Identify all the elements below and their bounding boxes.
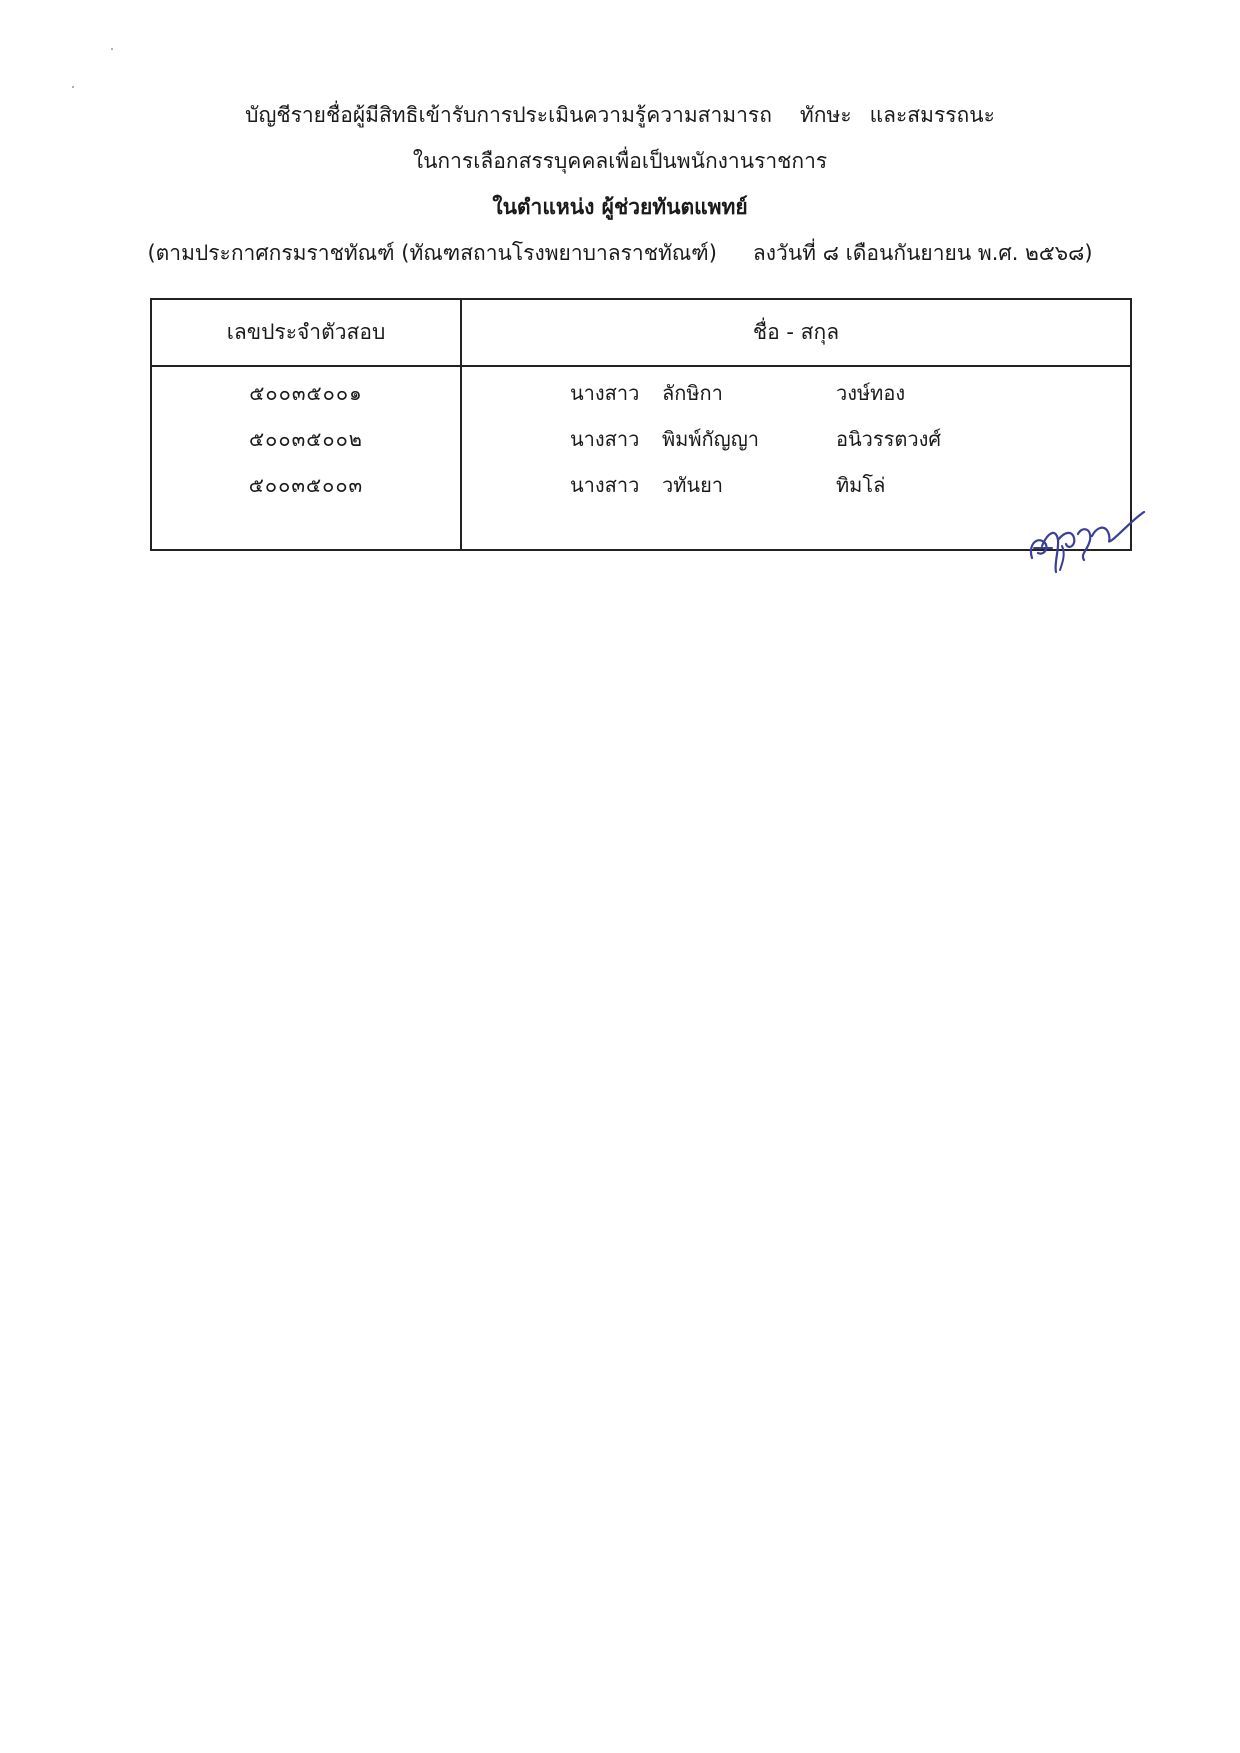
announcement-date: ลงวันที่ ๘ เดือนกันยายน พ.ศ. ๒๕๖๘): [752, 241, 1093, 265]
exam-id-cell: ๕๐๐๓๕๐๐๓: [248, 473, 364, 497]
header-title-part-1: บัญชีรายชื่อผู้มีสิทธิเข้ารับการประเมินความรู้ความสามารถ: [245, 103, 772, 127]
exam-id-cell: ๕๐๐๓๕๐๐๒: [249, 427, 363, 451]
table-row: [152, 462, 1130, 508]
exam-id-cell: ๕๐๐๓๕๐๐๑: [249, 381, 363, 405]
name-title-cell: นางสาว: [570, 473, 640, 497]
candidate-table: [150, 298, 1132, 551]
table-body: [152, 370, 1130, 508]
first-name-cell: พิมพ์กัญญา: [662, 427, 759, 451]
last-name-cell: ทิมโล่: [836, 473, 886, 497]
announcement-source: (ตามประกาศกรมราชทัณฑ์ (ทัณฑสถานโรงพยาบาลราชทัณฑ์): [147, 241, 717, 265]
column-header-exam-id: เลขประจำตัวสอบ: [226, 320, 386, 344]
header-line-2: ในการเลือกสรรบุคคลเพื่อเป็นพนักงานราชการ: [412, 149, 828, 173]
handwritten-signature: [1022, 506, 1148, 578]
first-name-cell: ลักษิกา: [662, 381, 723, 405]
header-position-line: ในตำแหน่ง ผู้ช่วยทันตแพทย์: [492, 195, 748, 219]
document-header: [0, 92, 1240, 276]
name-title-cell: นางสาว: [570, 381, 640, 405]
last-name-cell: อนิวรรตวงศ์: [836, 427, 942, 451]
name-title-cell: นางสาว: [570, 427, 640, 451]
last-name-cell: วงษ์ทอง: [836, 381, 906, 405]
table-row: [152, 416, 1130, 462]
header-title-part-3: และสมรรถนะ: [869, 103, 995, 127]
header-line-1: [0, 92, 1240, 138]
scan-speck: [72, 86, 74, 88]
header-divider: [152, 365, 1130, 367]
column-header-full-name: ชื่อ - สกุล: [752, 320, 840, 344]
header-announcement-line: [0, 230, 1240, 276]
header-title-part-2: ทักษะ: [799, 103, 852, 127]
scan-speck: [111, 48, 113, 50]
table-row: [152, 370, 1130, 416]
first-name-cell: วทันยา: [662, 473, 724, 497]
